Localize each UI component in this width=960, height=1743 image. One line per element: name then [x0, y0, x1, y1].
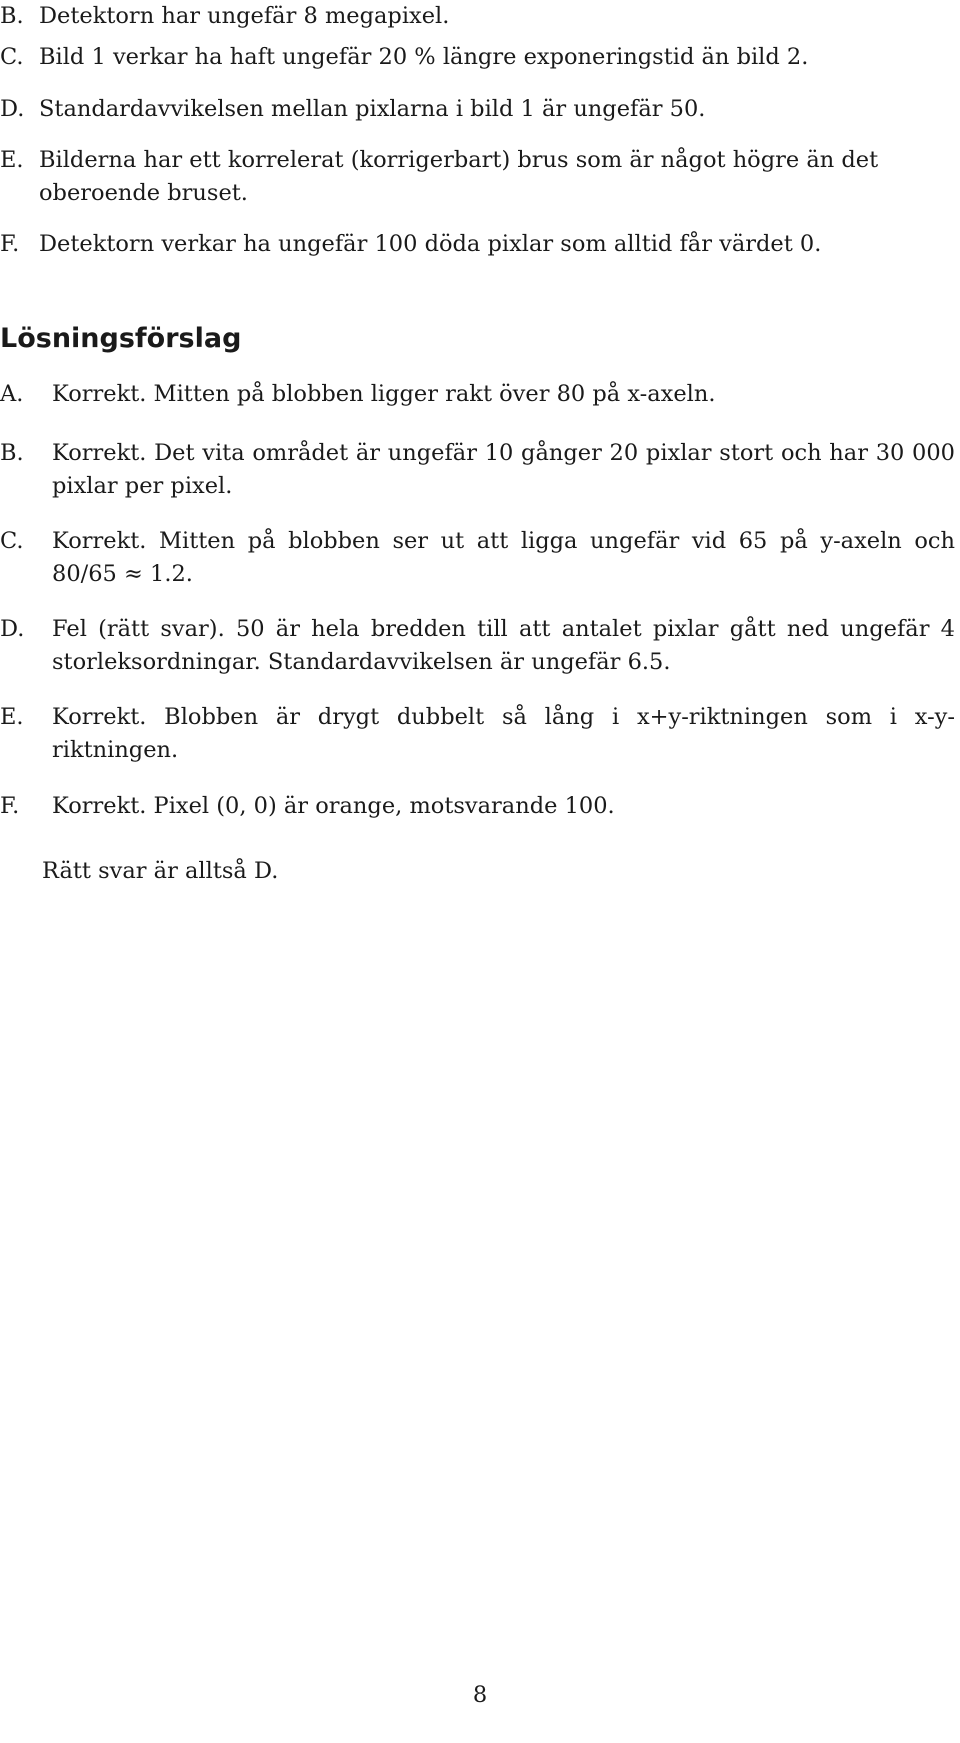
solution-item-c — [0, 525, 955, 591]
item-text: Standardavvikelsen mellan pixlarna i bild 1 är ungefär 50. — [39, 96, 706, 122]
item-text: Korrekt. Mitten på blobben ser ut att ligga ungefär vid 65 på y-axeln och 80/65 ≈ 1.2. — [52, 528, 955, 587]
question-item-b — [0, 0, 955, 33]
item-label: F. — [0, 231, 20, 257]
item-label: C. — [0, 44, 24, 70]
solution-item-a — [0, 378, 955, 411]
question-item-d — [0, 93, 955, 126]
question-item-f — [0, 228, 955, 261]
item-label: D. — [0, 616, 25, 642]
solution-item-d — [0, 613, 955, 679]
item-label: E. — [0, 704, 24, 730]
item-label: E. — [0, 147, 24, 173]
item-text: Fel (rätt svar). 50 är hela bredden till att antalet pixlar gått ned ungefär 4 storleksordningar. Standardavvikelsen är ungefär 6.5. — [52, 616, 955, 675]
item-text: Korrekt. Mitten på blobben ligger rakt över 80 på x-axeln. — [52, 381, 716, 407]
item-label: C. — [0, 528, 24, 554]
solution-item-b — [0, 437, 955, 503]
item-label: B. — [0, 440, 24, 466]
item-label: F. — [0, 793, 20, 819]
section-heading: Lösningsförslag — [0, 323, 242, 354]
item-text: Detektorn verkar ha ungefär 100 döda pixlar som alltid får värdet 0. — [39, 231, 822, 257]
item-label: A. — [0, 381, 24, 407]
item-text: Korrekt. Pixel (0, 0) är orange, motsvarande 100. — [52, 793, 615, 819]
item-label: B. — [0, 3, 24, 29]
item-text: Korrekt. Det vita området är ungefär 10 gånger 20 pixlar stort och har 30 000 pixlar per pixel. — [52, 440, 955, 499]
solution-item-f — [0, 790, 955, 823]
question-item-e — [0, 144, 955, 210]
page-number: 8 — [472, 1682, 488, 1708]
item-label: D. — [0, 96, 25, 122]
conclusion-text: Rätt svar är alltså D. — [42, 858, 279, 884]
item-text: Bilderna har ett korrelerat (korrigerbart) brus som är något högre än det oberoende bruset. — [39, 147, 879, 206]
item-text: Korrekt. Blobben är drygt dubbelt så lång i x+y-riktningen som i x-y-riktningen. — [52, 704, 955, 763]
item-text: Bild 1 verkar ha haft ungefär 20 % längre exponeringstid än bild 2. — [39, 44, 809, 70]
solution-item-e — [0, 701, 955, 767]
item-text: Detektorn har ungefär 8 megapixel. — [39, 3, 450, 29]
question-item-c — [0, 41, 955, 74]
